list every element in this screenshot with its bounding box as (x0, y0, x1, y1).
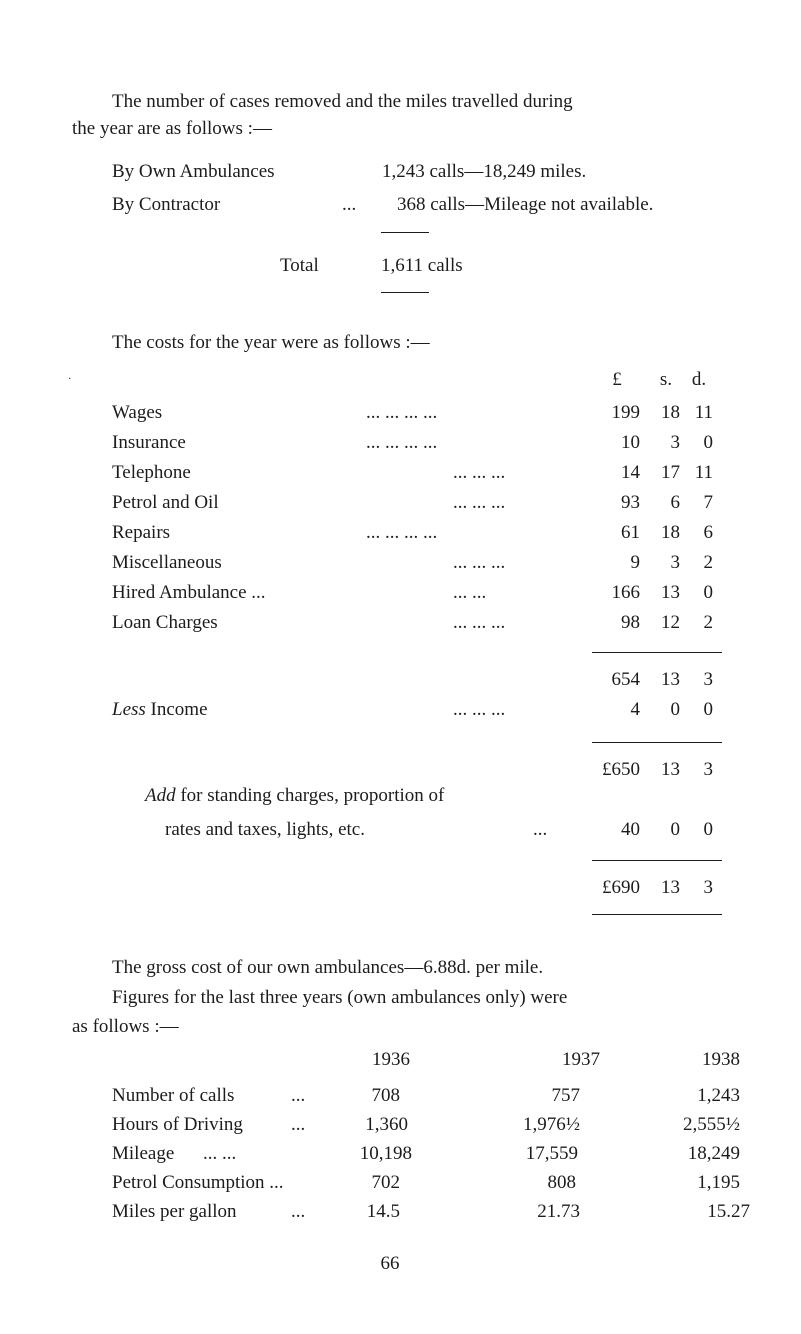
cost-shillings: 18 (661, 522, 680, 543)
cost-label: Miscellaneous (112, 552, 222, 573)
stats-value-1938: 2,555½ (683, 1114, 740, 1135)
cost-dots: ... ... ... ... (366, 522, 438, 543)
net-pence: 3 (703, 759, 713, 780)
calls-total-rule-bottom (381, 292, 429, 293)
cost-pence: 11 (694, 462, 713, 483)
subtotal-pounds: 654 (611, 669, 640, 690)
year-header-1937: 1937 (562, 1049, 600, 1070)
stats-dots: ... (291, 1201, 306, 1222)
cost-dots: ... ... ... (453, 552, 506, 573)
cost-label: Repairs (112, 522, 171, 543)
cost-pounds: 9 (630, 552, 640, 573)
cost-shillings: 6 (670, 492, 680, 513)
stats-dots: ... ... (203, 1143, 237, 1164)
stats-value-1938: 1,195 (697, 1172, 740, 1193)
cost-pence: 11 (694, 402, 713, 423)
pounds-header: £ (612, 369, 622, 390)
stats-value-1937: 1,976½ (523, 1114, 580, 1135)
cost-label: Petrol and Oil (112, 492, 219, 513)
stats-value-1936: 1,360 (365, 1114, 408, 1135)
less-income-pence: 0 (703, 699, 713, 720)
subtotal-pence: 3 (703, 669, 713, 690)
cost-pence: 2 (703, 612, 713, 633)
stats-label: Miles per gallon (112, 1201, 237, 1222)
cost-dots: ... ... ... (453, 492, 506, 513)
net-pounds: £650 (602, 759, 640, 780)
cost-label: Wages (112, 402, 163, 423)
stats-value-1937: 21.73 (537, 1201, 580, 1222)
stats-value-1937: 808 (547, 1172, 576, 1193)
calls-total-rule-top (381, 232, 429, 233)
cost-shillings: 18 (661, 402, 680, 423)
grand-total-pence: 3 (703, 877, 713, 898)
calls-total-value: 1,611 calls (381, 255, 463, 276)
year-header-1938: 1938 (702, 1049, 740, 1070)
cost-pence: 6 (703, 522, 713, 543)
cost-pounds: 10 (621, 432, 640, 453)
less-income-shillings: 0 (670, 699, 680, 720)
grand-total-rule-top (592, 860, 722, 861)
subtotal-shillings: 13 (661, 669, 680, 690)
calls-total-label: Total (280, 255, 319, 276)
cost-pounds: 166 (611, 582, 640, 603)
gross-cost-line: The gross cost of our own ambulances—6.88d. per mile. (112, 957, 544, 978)
add-line-2: rates and taxes, lights, etc. (165, 819, 365, 840)
less-income-label: Less Income (112, 699, 208, 720)
intro-line-1: The number of cases removed and the miles travelled during (112, 91, 573, 112)
cost-shillings: 3 (670, 552, 680, 573)
cost-pounds: 199 (611, 402, 640, 423)
shillings-header: s. (659, 369, 673, 390)
stats-value-1936: 10,198 (359, 1143, 412, 1164)
add-pounds: 40 (621, 819, 640, 840)
grand-total-pounds: £690 (602, 877, 640, 898)
page-number: 66 (380, 1253, 400, 1274)
calls-own-label: By Own Ambulances (112, 161, 275, 182)
stats-label: Mileage (112, 1143, 175, 1164)
stats-value-1937: 17,559 (525, 1143, 578, 1164)
stats-value-1938: 18,249 (687, 1143, 740, 1164)
stats-value-1936: 708 (371, 1085, 400, 1106)
add-line-1: Add for standing charges, proportion of (145, 785, 445, 806)
cost-pence: 7 (703, 492, 713, 513)
stats-label: Number of calls (112, 1085, 235, 1106)
cost-pence: 0 (703, 432, 713, 453)
stats-label: Petrol Consumption ... (112, 1172, 284, 1193)
cost-pounds: 98 (621, 612, 640, 633)
cost-dots: ... ... ... (453, 462, 506, 483)
cost-shillings: 17 (661, 462, 680, 483)
stats-dots: ... (291, 1114, 306, 1135)
pence-header: d. (691, 369, 707, 390)
cost-dots: ... ... ... (453, 612, 506, 633)
cost-pence: 0 (703, 582, 713, 603)
stats-label: Hours of Driving (112, 1114, 243, 1135)
grand-total-rule-bottom (592, 914, 722, 915)
cost-dots: ... ... ... ... (366, 402, 438, 423)
figures-intro-line-1: Figures for the last three years (own ambulances only) were (112, 987, 568, 1008)
cost-pounds: 93 (621, 492, 640, 513)
cost-shillings: 13 (661, 582, 680, 603)
add-line-dots: ... (533, 819, 548, 840)
stats-value-1938: 15.27 (707, 1201, 750, 1222)
stats-value-1936: 14.5 (366, 1201, 400, 1222)
grand-total-shillings: 13 (661, 877, 680, 898)
less-income-dots: ... ... ... (453, 699, 506, 720)
bullet-mark: · (68, 374, 72, 385)
costs-intro: The costs for the year were as follows :— (112, 332, 430, 353)
stats-value-1937: 757 (551, 1085, 580, 1106)
cost-pounds: 14 (621, 462, 640, 483)
cost-pence: 2 (703, 552, 713, 573)
intro-line-2: the year are as follows :— (72, 118, 272, 139)
cost-label: Hired Ambulance ... (112, 582, 266, 603)
cost-shillings: 12 (661, 612, 680, 633)
add-pence: 0 (703, 819, 713, 840)
figures-intro-line-2: as follows :— (72, 1016, 179, 1037)
less-income-pounds: 4 (630, 699, 640, 720)
calls-contractor-dots: ... (342, 194, 357, 215)
calls-contractor-value: 368 calls—Mileage not available. (397, 194, 654, 215)
stats-dots: ... (291, 1085, 306, 1106)
stats-value-1936: 702 (371, 1172, 400, 1193)
year-header-1936: 1936 (372, 1049, 410, 1070)
cost-label: Loan Charges (112, 612, 218, 633)
cost-pounds: 61 (621, 522, 640, 543)
calls-own-value: 1,243 calls—18,249 miles. (382, 161, 587, 182)
net-rule (592, 742, 722, 743)
subtotal-rule (592, 652, 722, 653)
cost-shillings: 3 (670, 432, 680, 453)
calls-contractor-label: By Contractor (112, 194, 221, 215)
cost-label: Insurance (112, 432, 186, 453)
add-shillings: 0 (670, 819, 680, 840)
net-shillings: 13 (661, 759, 680, 780)
stats-value-1938: 1,243 (697, 1085, 740, 1106)
cost-label: Telephone (112, 462, 191, 483)
cost-dots: ... ... ... ... (366, 432, 438, 453)
cost-dots: ... ... (453, 582, 487, 603)
